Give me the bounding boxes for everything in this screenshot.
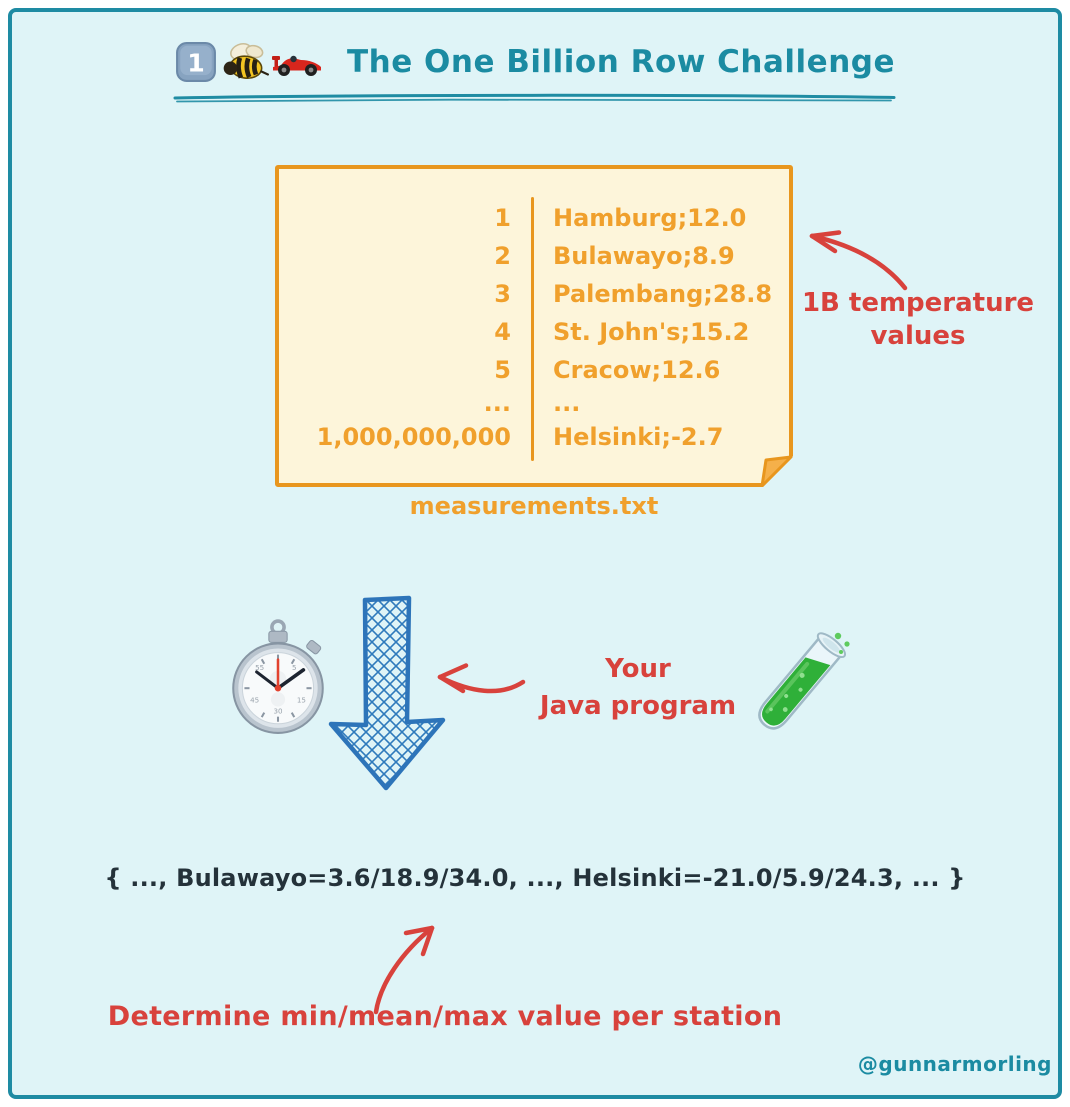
file-row <box>279 237 789 275</box>
line-number: 4 <box>494 318 511 346</box>
svg-text:30: 30 <box>273 706 283 716</box>
line-number: 1,000,000,000 <box>316 423 511 451</box>
station-value: Hamburg;12.0 <box>553 204 747 232</box>
file-card <box>275 165 793 487</box>
program-annotation-line1: Your <box>605 654 671 684</box>
file-rows <box>279 199 789 456</box>
station-value: Bulawayo;8.9 <box>553 242 735 270</box>
task-annotation: Determine min/mean/max value per station <box>107 1001 783 1032</box>
line-number: ... <box>483 389 511 417</box>
file-row <box>279 275 789 313</box>
station-value: Palembang;28.8 <box>553 280 773 308</box>
title-underline <box>172 92 898 106</box>
temperature-annotation-line1: 1B temperature <box>801 288 1035 318</box>
keycap-1-icon <box>175 41 217 83</box>
keycap-digit: 1 <box>187 48 205 78</box>
racing-car-icon <box>271 46 323 78</box>
header-icons <box>175 40 323 84</box>
page-title: The One Billion Row Challenge <box>347 44 895 80</box>
station-value: Cracow;12.6 <box>553 356 721 384</box>
line-number: 5 <box>494 356 511 384</box>
program-annotation <box>518 651 758 725</box>
file-name-caption: measurements.txt <box>409 492 659 520</box>
file-row <box>279 418 789 456</box>
line-number: 1 <box>494 204 511 232</box>
temperature-annotation <box>788 287 1048 353</box>
bee-icon <box>219 40 269 84</box>
svg-text:15: 15 <box>296 695 306 705</box>
author-handle: @gunnarmorling <box>857 1052 1052 1076</box>
temperature-annotation-line2: values <box>870 321 966 351</box>
program-annotation-line2: Java program <box>539 691 737 721</box>
file-row <box>279 199 789 237</box>
red-arrow-to-down-arrow-icon <box>430 658 532 704</box>
header <box>0 40 1070 84</box>
line-number: 3 <box>494 280 511 308</box>
file-row <box>279 351 789 389</box>
file-row <box>279 313 789 351</box>
station-value: Helsinki;-2.7 <box>553 423 724 451</box>
result-line: { ..., Bulawayo=3.6/18.9/34.0, ..., Helsinki=-21.0/5.9/24.3, ... } <box>104 864 966 892</box>
station-value: ... <box>553 389 581 417</box>
test-tube-icon <box>738 626 856 740</box>
dog-ear-fold-icon <box>755 449 793 487</box>
line-number: 2 <box>494 242 511 270</box>
file-row-ellipsis <box>279 389 789 418</box>
station-value: St. John's;15.2 <box>553 318 750 346</box>
svg-text:45: 45 <box>250 695 260 705</box>
svg-text:5: 5 <box>292 662 297 672</box>
stopwatch-icon <box>231 618 325 736</box>
svg-text:55: 55 <box>255 662 265 672</box>
